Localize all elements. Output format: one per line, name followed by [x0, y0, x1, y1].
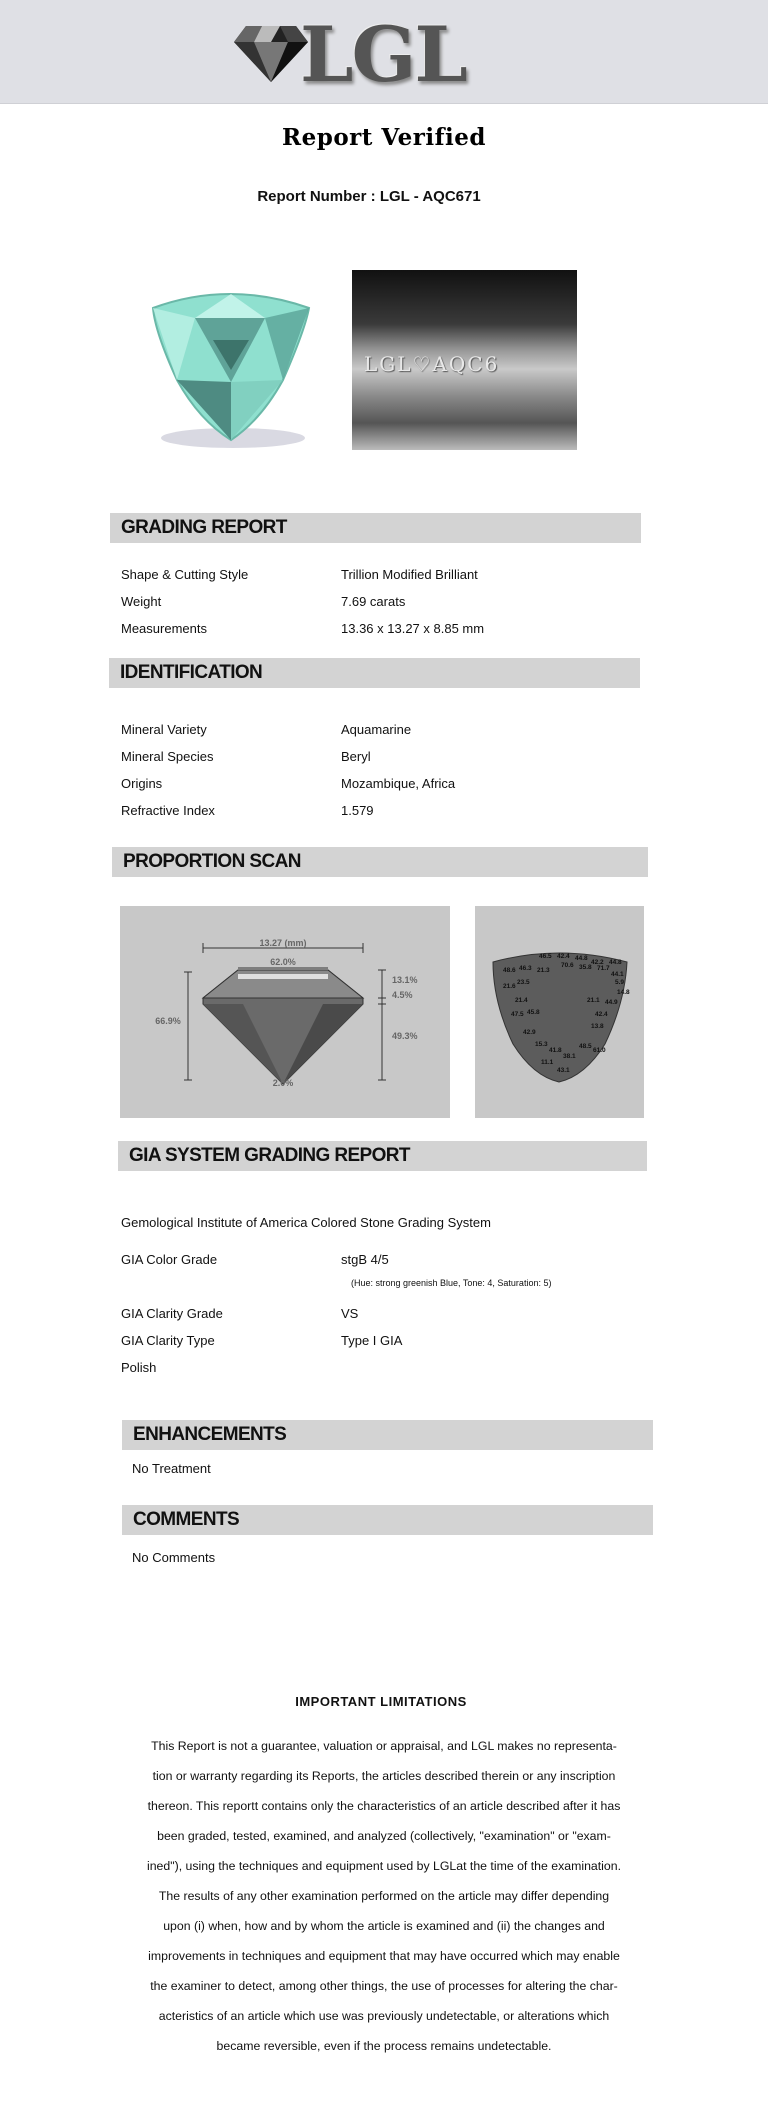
scan-facet-label: 42.9	[523, 1029, 536, 1036]
proportion-scan-heading: PROPORTION SCAN	[112, 847, 648, 877]
scan-facet-label: 42.2	[591, 959, 604, 966]
scan-facet-label: 44.8	[575, 955, 588, 962]
scan-facet-label: 38.1	[563, 1053, 576, 1060]
enhancements-text: No Treatment	[132, 1461, 211, 1476]
limitations-line: tion or warranty regarding its Reports, the articles described therein or any inscription	[152, 1769, 616, 1783]
inscription-photo	[352, 270, 577, 450]
scan-facet-label: 21.3	[537, 967, 550, 974]
scan-facet-label: 48.6	[503, 967, 516, 974]
scan-facet-label: 43.1	[557, 1067, 570, 1074]
limitations-line: thereon. This reportt contains only the characteristics of an article described after it has	[147, 1799, 621, 1813]
crown-height-label: 13.1%	[392, 975, 418, 985]
limitations-line: The results of any other examination performed on the article may differ depending	[158, 1889, 610, 1903]
report-number: Report Number : LGL - AQC671	[257, 188, 481, 205]
scan-facet-label: 45.8	[527, 1009, 540, 1016]
limitations-line: became reversible, even if the process remains undetectable.	[216, 2039, 552, 2053]
scan-facet-label: 48.5	[579, 1043, 592, 1050]
scan-facet-label: 5.9	[615, 979, 625, 986]
scan-facet-label: 14.8	[617, 989, 630, 996]
scan-facet-label: 23.5	[517, 979, 530, 986]
scan-facet-label: 13.8	[591, 1023, 604, 1030]
pavilion-depth-label: 49.3%	[392, 1031, 418, 1041]
scan-facet-label: 46.3	[519, 965, 532, 972]
comments-text: No Comments	[132, 1550, 216, 1565]
limitations-heading: IMPORTANT LIMITATIONS	[295, 1694, 467, 1709]
header-banner	[0, 0, 768, 104]
logo-text: LGL	[300, 10, 466, 99]
limitations-text	[120, 1731, 648, 2061]
limitations-line: upon (i) when, how and by whom the article is examined and (ii) the changes and	[163, 1919, 605, 1933]
gem-photo	[133, 270, 325, 462]
diamond-icon	[232, 20, 310, 84]
scan-facet-label: 21.4	[515, 997, 528, 1004]
scan-facet-label: 47.5	[511, 1011, 524, 1018]
limitations-line: This Report is not a guarantee, valuation or appraisal, and LGL makes no representa-	[151, 1739, 617, 1753]
limitations-line: improvements in techniques and equipment that may have occurred which may enable	[148, 1949, 620, 1963]
inscription-text: LGL♡AQC6	[364, 352, 500, 376]
lgl-logo	[232, 10, 492, 99]
scan-facet-label: 42.4	[595, 1011, 608, 1018]
limitations-line: ined"), using the techniques and equipment used by LGLat the time of the examination.	[146, 1859, 621, 1873]
grading-report-heading: GRADING REPORT	[110, 513, 641, 543]
scan-facet-label: 46.5	[539, 953, 552, 960]
scan-facet-label: 35.8	[579, 964, 592, 971]
scan-facet-label: 61.0	[593, 1047, 606, 1054]
total-depth-label: 66.9%	[155, 1016, 181, 1026]
scan-facet-label: 11.1	[541, 1059, 554, 1066]
gia-report-heading: GIA SYSTEM GRADING REPORT	[118, 1141, 647, 1171]
comments-heading: COMMENTS	[122, 1505, 653, 1535]
scan-facet-label: 44.8	[609, 959, 622, 966]
girdle-label: 4.5%	[392, 990, 413, 1000]
gia-color-note: (Hue: strong greenish Blue, Tone: 4, Saturation: 5)	[351, 1278, 552, 1288]
limitations-line: been graded, tested, examined, and analyzed (collectively, "examination" or "exam-	[157, 1829, 611, 1843]
limitations-line: acteristics of an article which use was previously undetectable, or alterations which	[158, 2009, 610, 2023]
scan-facet-label: 71.7	[597, 965, 610, 972]
scan-facet-label: 44.1	[611, 971, 624, 978]
scan-facet-label: 21.1	[587, 997, 600, 1004]
scan-facet-label: 15.3	[535, 1041, 548, 1048]
scan-facet-label: 42.4	[557, 953, 570, 960]
proportion-top-scan	[475, 906, 644, 1118]
table-pct-label: 62.0%	[270, 957, 296, 967]
enhancements-heading: ENHANCEMENTS	[122, 1420, 653, 1450]
scan-facet-label: 41.8	[549, 1047, 562, 1054]
scan-facet-label: 21.6	[503, 983, 516, 990]
width-label: 13.27 (mm)	[259, 938, 307, 948]
limitations-line: the examiner to detect, among other things, the use of processes for altering the char-	[150, 1979, 618, 1993]
identification-heading: IDENTIFICATION	[109, 658, 640, 688]
culet-label: 2.0%	[272, 1078, 294, 1088]
scan-facet-label: 44.9	[605, 999, 618, 1006]
page-title: Report Verified	[282, 124, 486, 151]
scan-facet-label: 70.6	[561, 962, 574, 969]
proportion-profile-diagram	[120, 906, 450, 1118]
